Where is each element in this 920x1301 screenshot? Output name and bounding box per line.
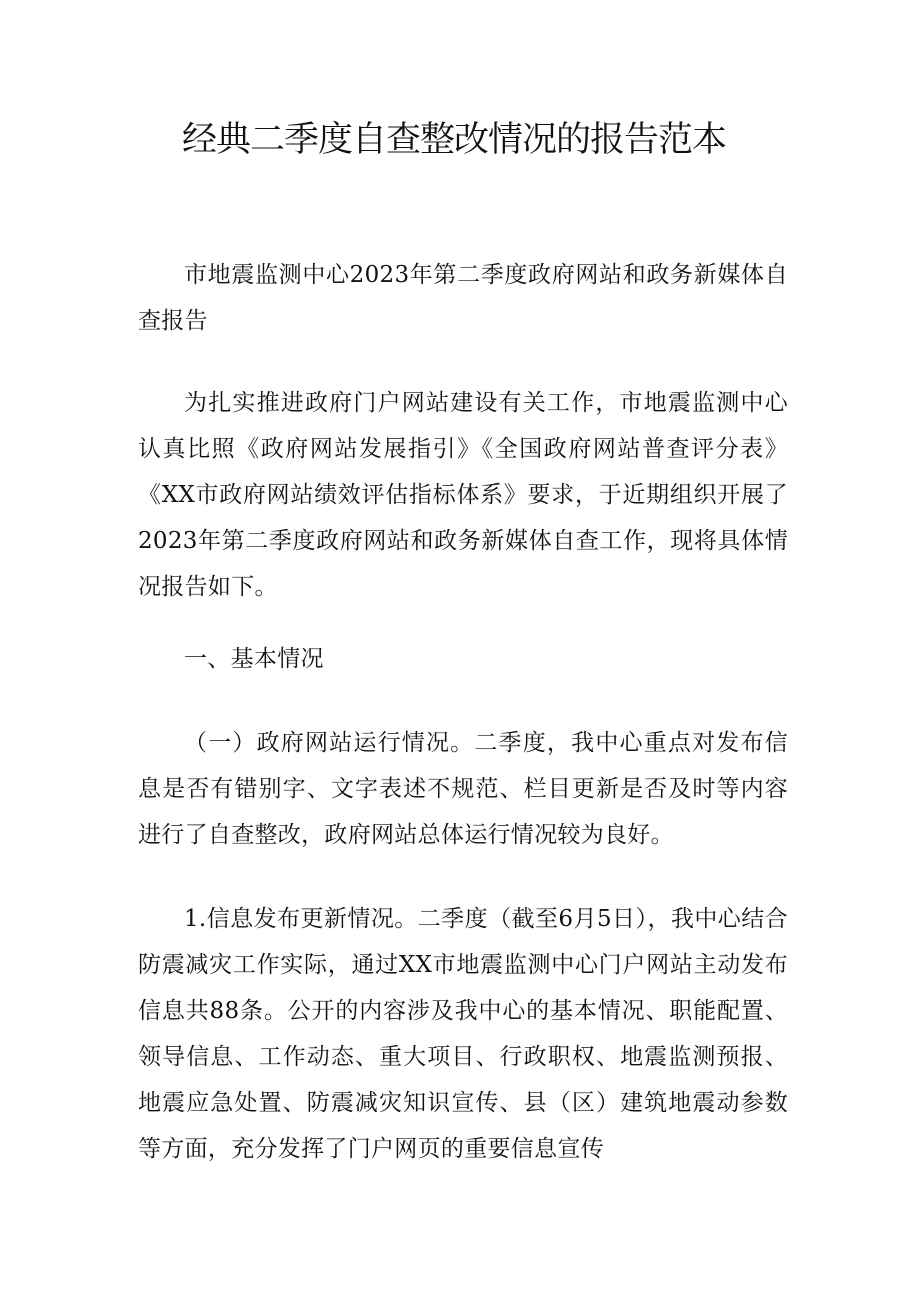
information-release-paragraph: 1.信息发布更新情况。二季度（截至6月5日），我中心结合防震减灾工作实际，通过XX市地震监测中心门户网站主动发布信息共88条。公开的内容涉及我中心的基本情况、职能配置、领导信息、工作动态、重大项目、行政职权、地震监测预报、地震应急处置、防震减灾知识宣传、县（区）建筑地震动参数等方面，充分发挥了门户网页的重要信息宣传 (138, 906, 788, 1162)
document-title: 经典二季度自查整改情况的报告范本 (182, 120, 727, 160)
section-heading-basic-situation: 一、基本情况 (184, 646, 324, 672)
intro-paragraph: 为扎实推进政府门户网站建设有关工作，市地震监测中心认真比照《政府网站发展指引》《全国政府网站普查评分表》《XX市政府网站绩效评估指标体系》要求，于近期组织开展了2023年第二季度政府网站和政务新媒体自查工作，现将具体情况报告如下。 (138, 390, 788, 600)
report-subtitle-paragraph: 市地震监测中心2023年第二季度政府网站和政务新媒体自查报告 (138, 262, 788, 334)
website-operation-paragraph: （一）政府网站运行情况。二季度，我中心重点对发布信息是否有错别字、文字表述不规范、栏目更新是否及时等内容进行了自查整改，政府网站总体运行情况较为良好。 (138, 730, 788, 848)
